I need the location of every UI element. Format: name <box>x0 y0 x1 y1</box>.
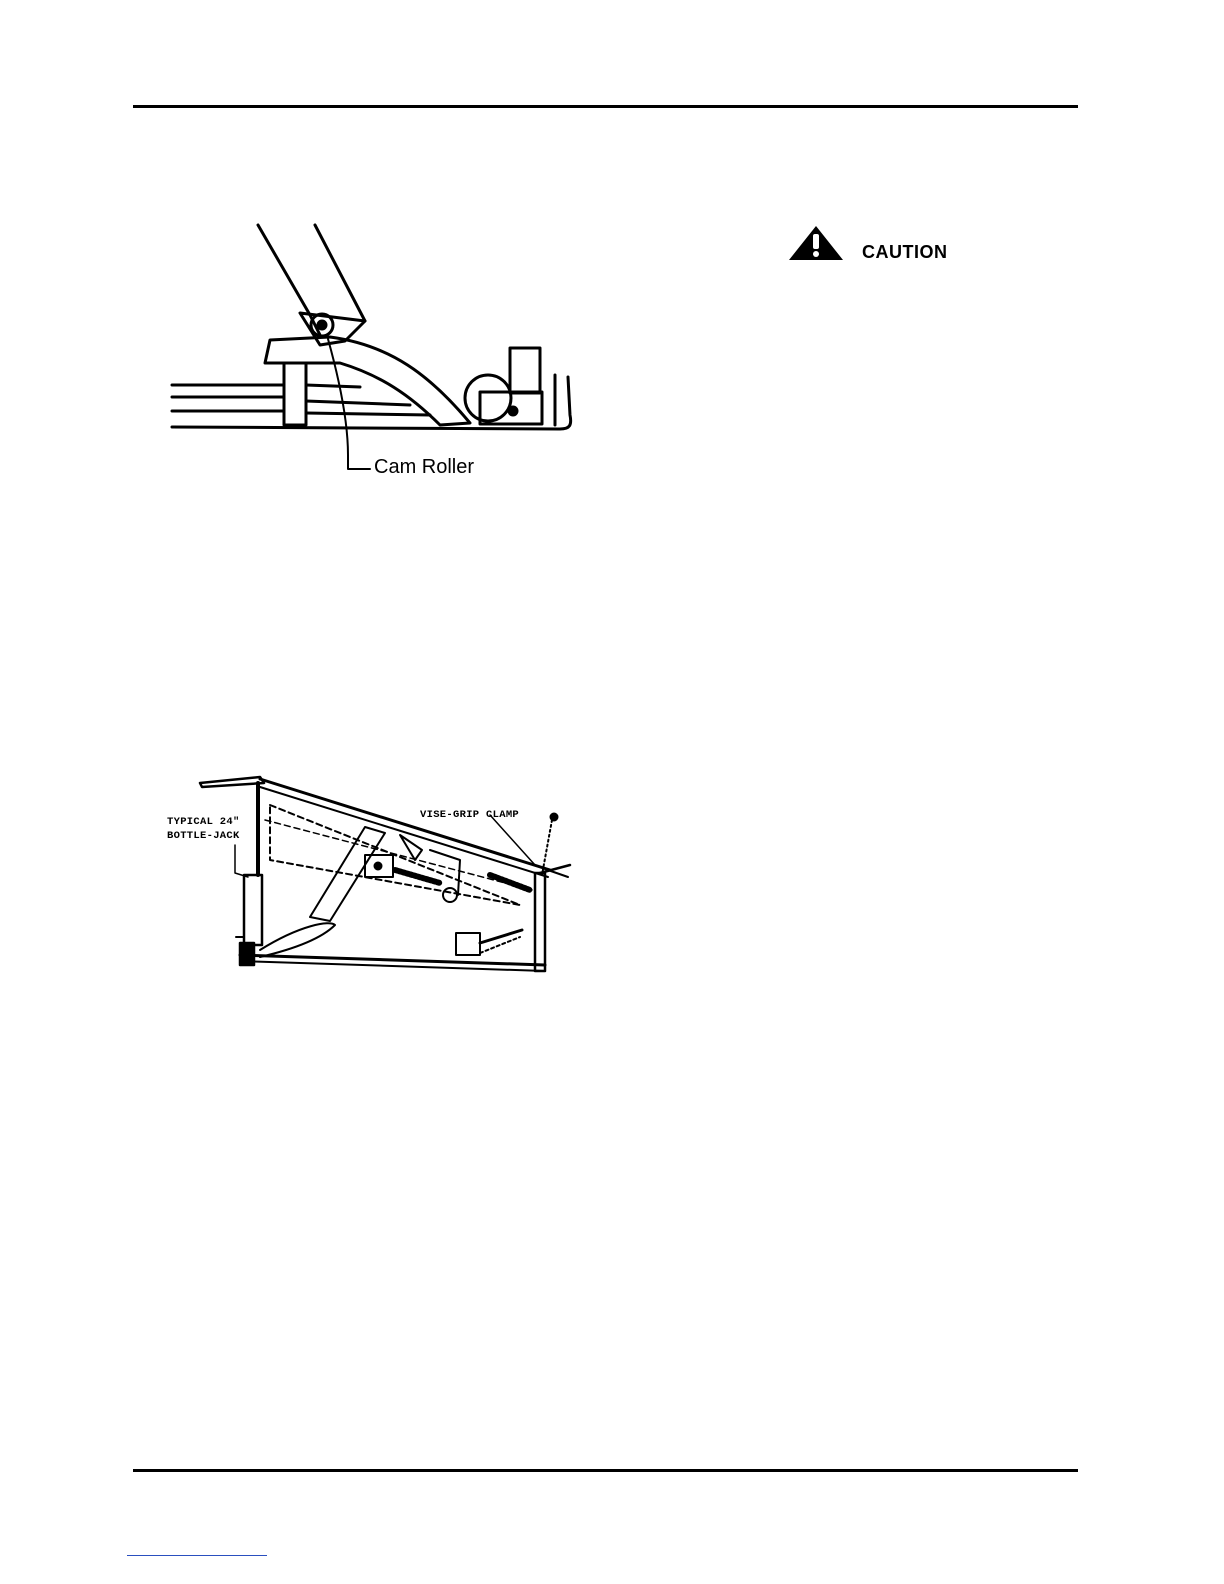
footer-link-underline[interactable] <box>127 1555 267 1556</box>
cam-roller-callout: Cam Roller <box>374 456 475 478</box>
caution-label: CAUTION <box>862 242 948 262</box>
bottle-jack-callout-line1: TYPICAL 24" <box>167 816 240 828</box>
warning-triangle-icon <box>788 225 844 261</box>
footer-rule <box>133 1469 1078 1472</box>
bottle-jack-callout-line2: BOTTLE-JACK <box>167 830 240 842</box>
bottle-jack-figure <box>160 765 590 980</box>
vise-grip-clamp-callout: VISE-GRIP CLAMP <box>420 809 520 821</box>
header-rule <box>133 105 1078 108</box>
cam-roller-figure <box>160 215 590 495</box>
